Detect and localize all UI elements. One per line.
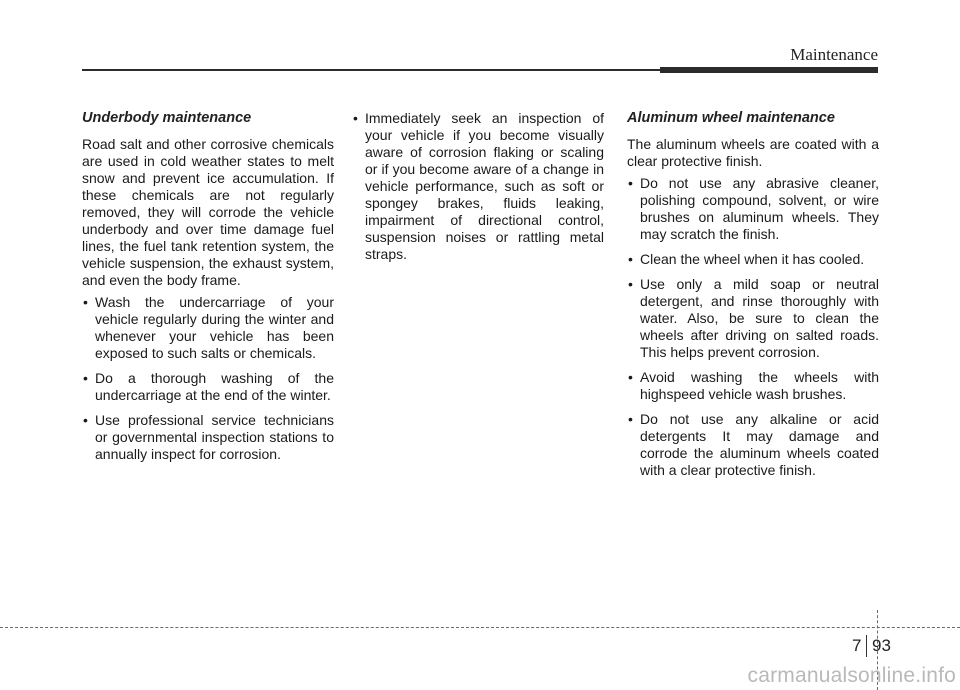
list-item bbox=[82, 370, 334, 404]
list-item bbox=[627, 251, 879, 268]
bullet-icon: • bbox=[353, 110, 358, 126]
bullet-icon: • bbox=[628, 175, 633, 191]
list-item bbox=[627, 175, 879, 243]
list-item bbox=[627, 411, 879, 479]
column-aluminum bbox=[627, 110, 879, 487]
column-underbody bbox=[82, 110, 334, 471]
bullet-text: Wash the undercarriage of your vehicle regularly during the winter and whenever your vehicle has been exposed to such salts or chemicals. bbox=[95, 294, 334, 361]
bullet-text: Use professional service technicians or governmental inspection stations to annually inspect for corrosion. bbox=[95, 412, 334, 462]
bullet-text: Immediately seek an inspection of your vehicle if you become visually aware of corrosion flaking or scaling or if you become aware of a change in vehicle performance, such as soft or spongey brakes, fluids leaking, impairment of directional control, suspension noises or rattling metal straps. bbox=[365, 110, 604, 262]
underbody-paragraph: Road salt and other corrosive chemicals are used in cold weather states to melt snow and prevent ice accumulation. If these chemicals are not regularly removed, they will corrode the vehicle underbody and over time damage fuel lines, the fuel tank retention system, the vehicle suspension, the exhaust system, and even the body frame. bbox=[82, 136, 334, 288]
page-number: 93 bbox=[872, 636, 891, 655]
list-item bbox=[352, 110, 604, 263]
footer-dashed-rule bbox=[0, 627, 960, 628]
bullet-text: Clean the wheel when it has cooled. bbox=[640, 251, 865, 267]
continued-bullet-list bbox=[352, 110, 604, 263]
list-item bbox=[82, 412, 334, 463]
header-accent-bar bbox=[660, 67, 878, 73]
watermark: carmanualsonline.info bbox=[747, 664, 956, 687]
aluminum-bullet-list bbox=[627, 175, 879, 479]
bullet-text: Use only a mild soap or neutral detergent, and rinse thoroughly with water. Also, be sure to clean the wheels after driving on salted roads. This helps prevent corrosion. bbox=[640, 276, 879, 360]
bullet-text: Do a thorough washing of the undercarriage at the end of the winter. bbox=[95, 370, 334, 403]
bullet-icon: • bbox=[628, 251, 633, 267]
bullet-icon: • bbox=[628, 411, 633, 427]
bullet-text: Do not use any alkaline or acid detergents It may damage and corrode the aluminum wheels coated with a clear protective finish. bbox=[640, 411, 879, 478]
bullet-icon: • bbox=[83, 370, 88, 386]
aluminum-paragraph: The aluminum wheels are coated with a clear protective finish. bbox=[627, 136, 879, 169]
header-title: Maintenance bbox=[790, 45, 878, 64]
bullet-icon: • bbox=[83, 412, 88, 428]
section-heading-aluminum: Aluminum wheel maintenance bbox=[627, 110, 835, 126]
list-item bbox=[82, 294, 334, 362]
bullet-icon: • bbox=[628, 276, 633, 292]
bullet-icon: • bbox=[83, 294, 88, 310]
bullet-text: Do not use any abrasive cleaner, polishing compound, solvent, or wire brushes on aluminum wheels. They may scratch the finish. bbox=[640, 175, 879, 242]
bullet-text: Avoid washing the wheels with highspeed vehicle wash brushes. bbox=[640, 369, 879, 402]
underbody-bullet-list bbox=[82, 294, 334, 463]
page-number-separator bbox=[866, 635, 867, 657]
section-heading-underbody: Underbody maintenance bbox=[82, 110, 252, 126]
bullet-icon: • bbox=[628, 369, 633, 385]
chapter-number: 7 bbox=[852, 636, 862, 655]
column-continued bbox=[352, 110, 604, 271]
list-item bbox=[627, 369, 879, 403]
header-rule bbox=[82, 69, 660, 71]
list-item bbox=[627, 276, 879, 361]
